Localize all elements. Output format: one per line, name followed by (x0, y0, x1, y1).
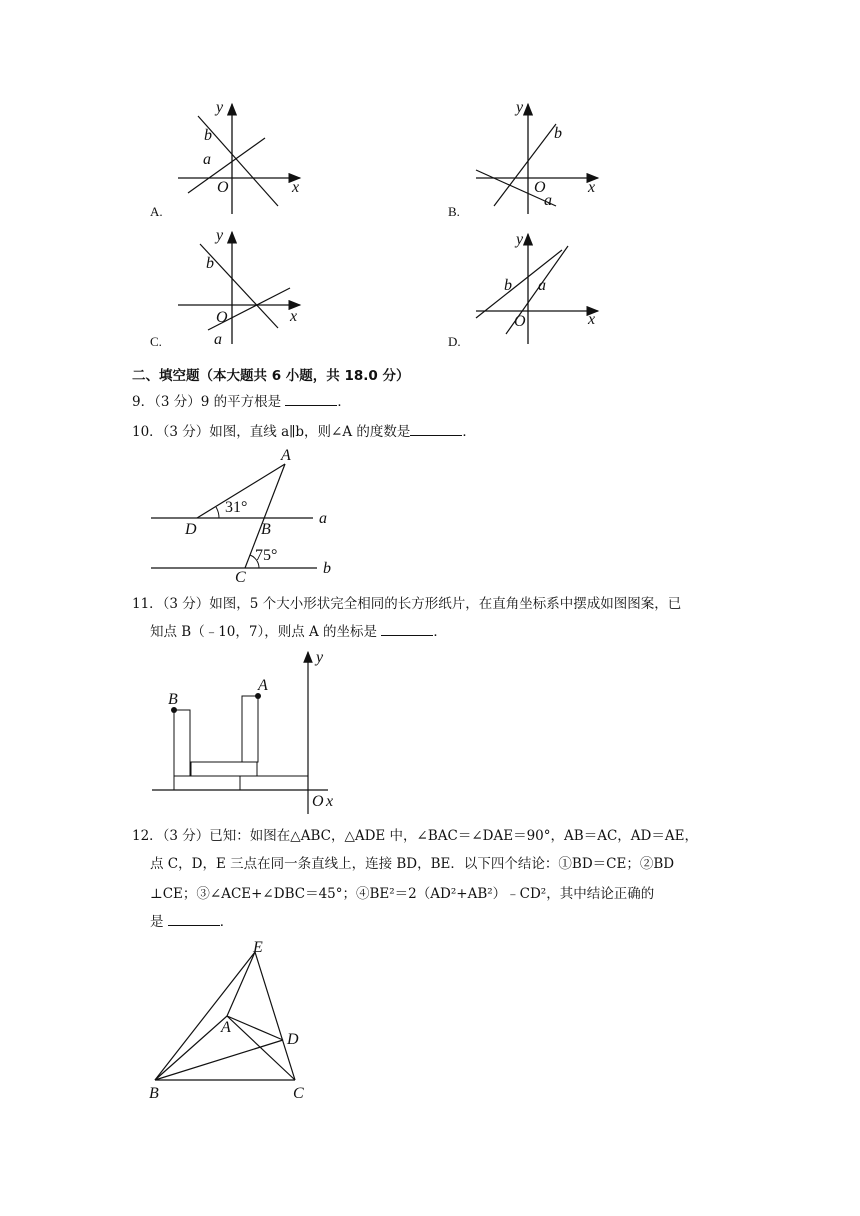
option-c-label: C. (150, 334, 162, 349)
line-a-label: a (214, 331, 222, 348)
y-label: y (516, 99, 524, 116)
option-b-graph (470, 98, 640, 220)
answer-blank-9[interactable] (285, 393, 337, 406)
option-a-label: A. (150, 204, 163, 219)
line-a-label: a (203, 151, 211, 168)
question-11-line-2: 知点 B（﹣10，7），则点 A 的坐标是 ． (150, 624, 447, 640)
point-a-label: A (258, 677, 268, 694)
option-c-graph (150, 226, 320, 350)
segment-bd (155, 1040, 283, 1080)
x-label: x (588, 311, 596, 328)
section-2-title: 二、填空题（本大题共 6 小题，共 18.0 分） (132, 368, 410, 384)
y-label: y (216, 99, 224, 116)
point-b-label: B (261, 521, 271, 538)
question-12-line-1: 12．（3 分）已知：如图在△ABC，△ADE 中，∠BAC＝∠DAE＝90°，AB＝AC，AD＝AE， (132, 828, 698, 844)
segment-ae (227, 952, 255, 1016)
rect-right-vertical (242, 696, 258, 762)
question-10: 10．（3 分）如图，直线 a∥b，则∠A 的度数是 ． (132, 424, 476, 440)
origin-label: O (534, 179, 546, 196)
line-a-label: a (319, 510, 327, 527)
question-12-line-2: 点 C，D，E 三点在同一条直线上，连接 BD，BE．以下四个结论：①BD＝CE；②BD (150, 856, 675, 872)
y-label: y (516, 231, 524, 248)
line-a-label: a (544, 192, 552, 209)
answer-blank-10[interactable] (410, 423, 462, 436)
point-b-label: B (149, 1085, 159, 1102)
point-e-label: E (253, 940, 263, 956)
point-d-label: D (185, 521, 197, 538)
question-11-text: 知点 B（﹣10，7），则点 A 的坐标是 (150, 624, 378, 640)
question-10-figure (145, 446, 345, 584)
question-9-text: 9．（3 分）9 的平方根是 (132, 394, 282, 410)
line-b (476, 250, 562, 318)
angle-75-label: 75° (255, 547, 278, 564)
point-b-label: B (168, 691, 178, 708)
question-11-line-1: 11．（3 分）如图，5 个大小形状完全相同的长方形纸片，在直角坐标系中摆成如图图案，已 (132, 596, 682, 612)
x-label: x (588, 179, 596, 196)
rect-bottom-left (174, 776, 240, 790)
line-b-label: b (204, 127, 212, 144)
option-d-graph (470, 226, 640, 350)
point-d-label: D (287, 1031, 299, 1048)
line-a-label: a (538, 277, 546, 294)
point-a-label: A (281, 447, 291, 464)
origin-label: O (217, 179, 229, 196)
segment-ad (227, 1016, 283, 1040)
line-b-label: b (206, 255, 214, 272)
point-a-label: A (221, 1019, 231, 1036)
question-12-line-4: 是 ． (150, 914, 234, 930)
rect-bottom-right (240, 776, 308, 790)
question-12-figure (145, 940, 325, 1108)
question-10-text: 10．（3 分）如图，直线 a∥b，则∠A 的度数是 (132, 424, 411, 440)
origin-label: O (216, 309, 228, 326)
rect-middle (191, 762, 257, 776)
option-b-label: B. (448, 204, 460, 219)
answer-blank-11[interactable] (381, 623, 433, 636)
answer-blank-12[interactable] (168, 913, 220, 926)
x-label: x (292, 179, 300, 196)
option-d-label: D. (448, 334, 461, 349)
line-b-label: b (554, 125, 562, 142)
y-label: y (316, 649, 324, 666)
x-label: x (326, 793, 334, 810)
question-12-line-3: ⊥CE；③∠ACE+∠DBC＝45°；④BE²＝2（AD²+AB²）﹣CD²，其中结论正确的 (150, 886, 655, 902)
point-c-label: C (293, 1085, 304, 1102)
angle-31-label: 31° (225, 499, 248, 516)
question-9: 9．（3 分）9 的平方根是 ． (132, 394, 351, 410)
origin-label: O (312, 793, 324, 810)
option-a-graph (150, 98, 320, 220)
rect-left-vertical (174, 710, 190, 776)
segment-ba (155, 1016, 227, 1080)
question-12-text: 是 (150, 914, 164, 930)
line-b-label: b (504, 277, 512, 294)
x-label: x (290, 308, 298, 325)
line-b-label: b (323, 560, 331, 577)
question-11-figure (148, 648, 348, 818)
y-label: y (216, 227, 224, 244)
point-c-label: C (235, 569, 246, 584)
origin-label: O (514, 313, 526, 330)
segment-be (155, 952, 255, 1080)
